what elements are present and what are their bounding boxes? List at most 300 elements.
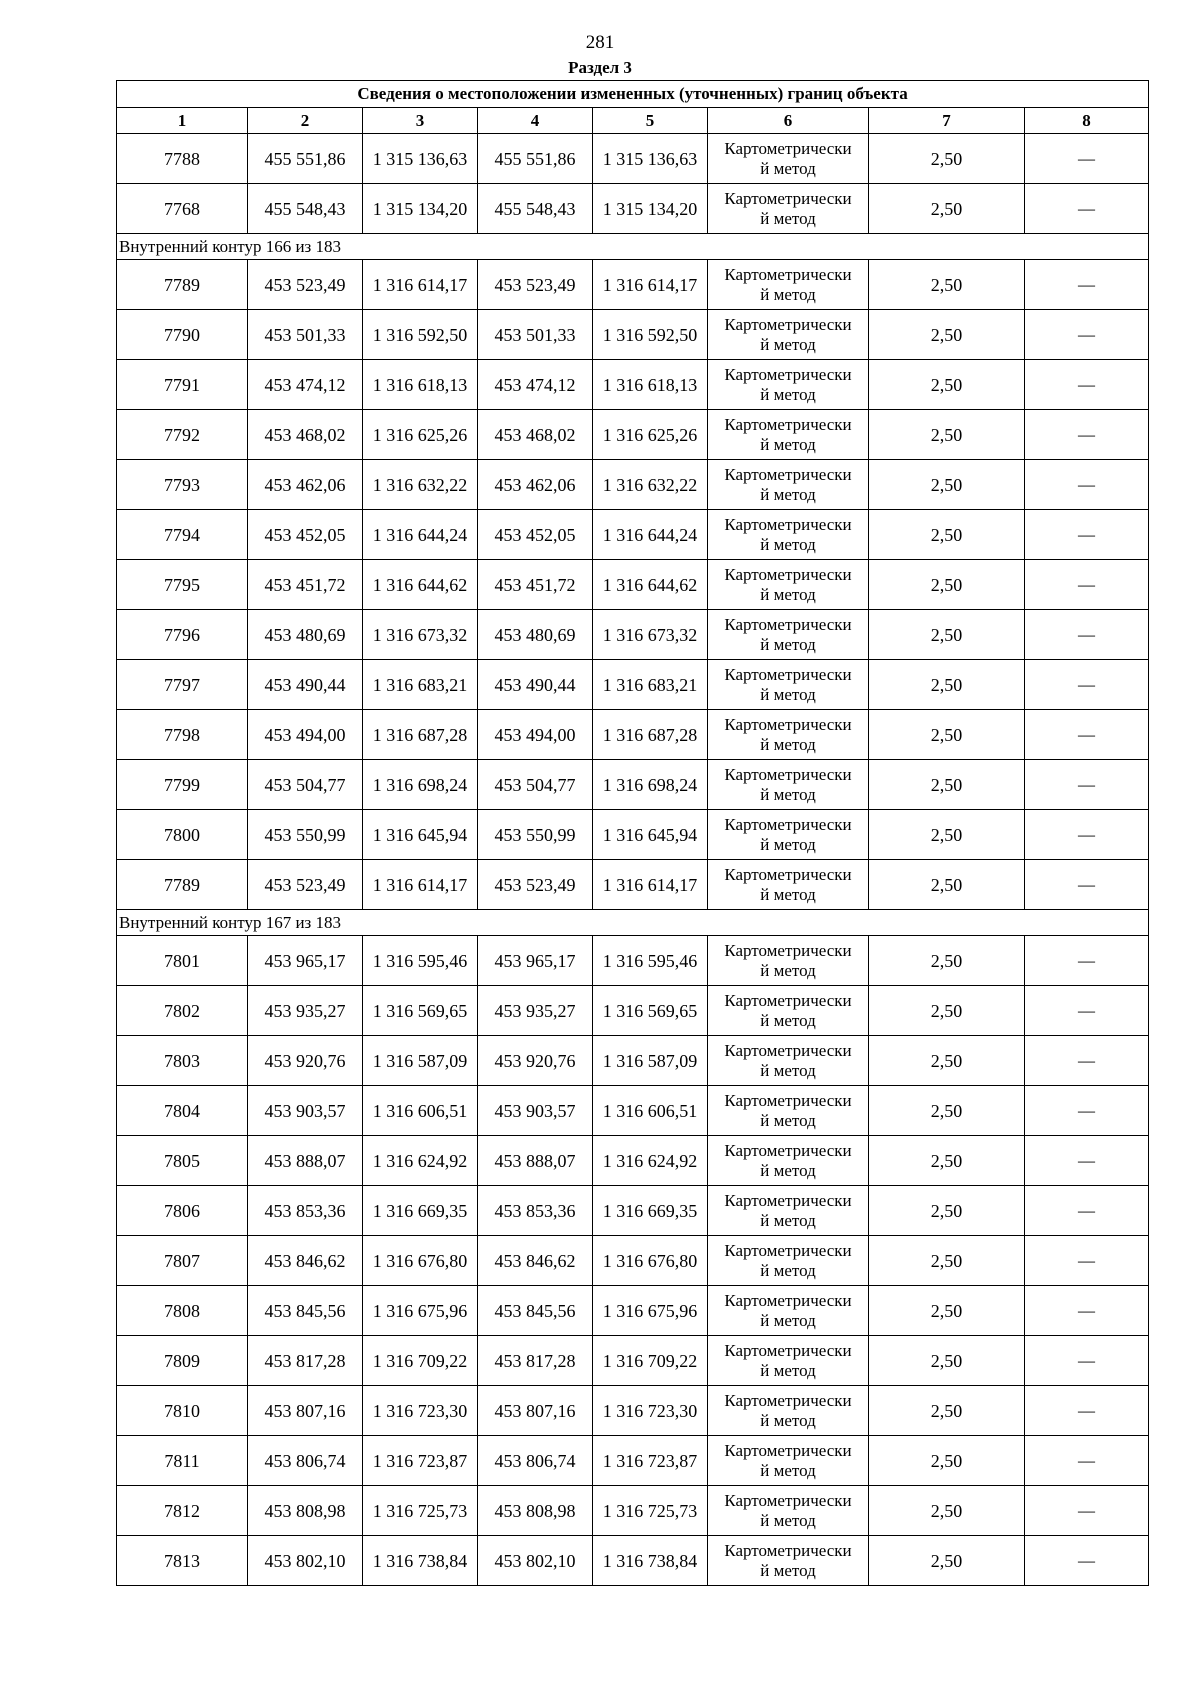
accuracy-cell: 2,50 <box>869 1286 1025 1336</box>
column-header-row <box>117 108 1149 134</box>
old-y-cell: 1 316 676,80 <box>363 1236 478 1286</box>
column-header: 5 <box>593 108 708 134</box>
method-line-2: й метод <box>760 884 816 904</box>
new-y-cell: 1 316 587,09 <box>593 1036 708 1086</box>
method-line-2: й метод <box>760 1510 816 1530</box>
old-y-cell: 1 316 614,17 <box>363 260 478 310</box>
description-cell: — <box>1025 260 1149 310</box>
description-cell: — <box>1025 610 1149 660</box>
accuracy-cell: 2,50 <box>869 1136 1025 1186</box>
new-y-cell: 1 316 569,65 <box>593 986 708 1036</box>
point-number-cell: 7810 <box>117 1386 248 1436</box>
description-cell: — <box>1025 134 1149 184</box>
accuracy-cell: 2,50 <box>869 1486 1025 1536</box>
accuracy-cell: 2,50 <box>869 660 1025 710</box>
accuracy-cell: 2,50 <box>869 310 1025 360</box>
method-line-1: Картометрически <box>724 714 852 734</box>
description-cell: — <box>1025 410 1149 460</box>
old-x-cell: 453 920,76 <box>248 1036 363 1086</box>
old-y-cell: 1 316 673,32 <box>363 610 478 660</box>
table-row <box>117 134 1149 184</box>
new-x-cell: 453 452,05 <box>478 510 593 560</box>
new-x-cell: 453 501,33 <box>478 310 593 360</box>
method-line-2: й метод <box>760 434 816 454</box>
description-cell: — <box>1025 710 1149 760</box>
method-line-1: Картометрически <box>724 664 852 684</box>
accuracy-cell: 2,50 <box>869 134 1025 184</box>
accuracy-cell: 2,50 <box>869 410 1025 460</box>
method-cell <box>708 710 869 760</box>
method-line-2: й метод <box>760 1460 816 1480</box>
method-line-1: Картометрически <box>724 990 852 1010</box>
accuracy-cell: 2,50 <box>869 710 1025 760</box>
new-x-cell: 453 903,57 <box>478 1086 593 1136</box>
method-cell <box>708 134 869 184</box>
method-line-1: Картометрически <box>724 1440 852 1460</box>
old-y-cell: 1 316 614,17 <box>363 860 478 910</box>
old-y-cell: 1 316 592,50 <box>363 310 478 360</box>
table-row <box>117 1086 1149 1136</box>
column-header: 8 <box>1025 108 1149 134</box>
description-cell: — <box>1025 986 1149 1036</box>
table-row <box>117 560 1149 610</box>
method-line-1: Картометрически <box>724 1540 852 1560</box>
description-cell: — <box>1025 184 1149 234</box>
method-line-2: й метод <box>760 484 816 504</box>
description-cell: — <box>1025 1286 1149 1336</box>
new-x-cell: 453 845,56 <box>478 1286 593 1336</box>
method-line-2: й метод <box>760 334 816 354</box>
table-row <box>117 460 1149 510</box>
new-x-cell: 455 548,43 <box>478 184 593 234</box>
method-cell <box>708 760 869 810</box>
method-line-1: Картометрически <box>724 764 852 784</box>
new-y-cell: 1 316 595,46 <box>593 936 708 986</box>
old-x-cell: 453 523,49 <box>248 260 363 310</box>
new-y-cell: 1 316 625,26 <box>593 410 708 460</box>
method-cell <box>708 310 869 360</box>
new-y-cell: 1 316 624,92 <box>593 1136 708 1186</box>
point-number-cell: 7805 <box>117 1136 248 1186</box>
old-x-cell: 453 817,28 <box>248 1336 363 1386</box>
method-line-1: Картометрически <box>724 314 852 334</box>
accuracy-cell: 2,50 <box>869 1536 1025 1586</box>
method-cell <box>708 460 869 510</box>
method-cell <box>708 1486 869 1536</box>
point-number-cell: 7789 <box>117 860 248 910</box>
description-cell: — <box>1025 310 1149 360</box>
new-y-cell: 1 316 675,96 <box>593 1286 708 1336</box>
old-y-cell: 1 316 683,21 <box>363 660 478 710</box>
point-number-cell: 7797 <box>117 660 248 710</box>
old-x-cell: 453 806,74 <box>248 1436 363 1486</box>
method-cell <box>708 560 869 610</box>
table-row <box>117 710 1149 760</box>
old-y-cell: 1 315 134,20 <box>363 184 478 234</box>
table-row <box>117 1036 1149 1086</box>
point-number-cell: 7795 <box>117 560 248 610</box>
method-cell <box>708 1286 869 1336</box>
old-y-cell: 1 316 738,84 <box>363 1536 478 1586</box>
method-line-1: Картометрически <box>724 414 852 434</box>
method-cell <box>708 410 869 460</box>
old-x-cell: 453 523,49 <box>248 860 363 910</box>
method-cell <box>708 260 869 310</box>
point-number-cell: 7806 <box>117 1186 248 1236</box>
old-y-cell: 1 316 625,26 <box>363 410 478 460</box>
new-y-cell: 1 316 632,22 <box>593 460 708 510</box>
table-row <box>117 310 1149 360</box>
old-y-cell: 1 316 644,24 <box>363 510 478 560</box>
method-line-1: Картометрически <box>724 1390 852 1410</box>
method-cell <box>708 1186 869 1236</box>
point-number-cell: 7796 <box>117 610 248 660</box>
method-line-2: й метод <box>760 208 816 228</box>
table-row <box>117 810 1149 860</box>
new-y-cell: 1 316 614,17 <box>593 260 708 310</box>
accuracy-cell: 2,50 <box>869 1436 1025 1486</box>
table-row <box>117 360 1149 410</box>
old-x-cell: 453 504,77 <box>248 760 363 810</box>
column-header: 3 <box>363 108 478 134</box>
accuracy-cell: 2,50 <box>869 1186 1025 1236</box>
method-line-1: Картометрически <box>724 564 852 584</box>
old-y-cell: 1 316 645,94 <box>363 810 478 860</box>
old-x-cell: 453 452,05 <box>248 510 363 560</box>
method-line-2: й метод <box>760 1210 816 1230</box>
point-number-cell: 7792 <box>117 410 248 460</box>
table-row <box>117 1336 1149 1386</box>
old-x-cell: 453 845,56 <box>248 1286 363 1336</box>
method-cell <box>708 1086 869 1136</box>
accuracy-cell: 2,50 <box>869 184 1025 234</box>
new-y-cell: 1 316 725,73 <box>593 1486 708 1536</box>
table-row <box>117 1236 1149 1286</box>
method-line-2: й метод <box>760 784 816 804</box>
table-row <box>117 510 1149 560</box>
table-row <box>117 1536 1149 1586</box>
old-x-cell: 453 550,99 <box>248 810 363 860</box>
description-cell: — <box>1025 1436 1149 1486</box>
table-row <box>117 986 1149 1036</box>
page-number: 281 <box>585 32 615 53</box>
old-y-cell: 1 316 624,92 <box>363 1136 478 1186</box>
old-y-cell: 1 316 687,28 <box>363 710 478 760</box>
accuracy-cell: 2,50 <box>869 860 1025 910</box>
method-line-1: Картометрически <box>724 1240 852 1260</box>
description-cell: — <box>1025 1186 1149 1236</box>
table-row <box>117 760 1149 810</box>
table-row <box>117 1386 1149 1436</box>
new-y-cell: 1 315 136,63 <box>593 134 708 184</box>
old-y-cell: 1 316 669,35 <box>363 1186 478 1236</box>
point-number-cell: 7799 <box>117 760 248 810</box>
new-x-cell: 453 808,98 <box>478 1486 593 1536</box>
new-x-cell: 453 550,99 <box>478 810 593 860</box>
new-x-cell: 453 853,36 <box>478 1186 593 1236</box>
description-cell: — <box>1025 510 1149 560</box>
new-y-cell: 1 316 669,35 <box>593 1186 708 1236</box>
old-y-cell: 1 316 632,22 <box>363 460 478 510</box>
new-x-cell: 453 480,69 <box>478 610 593 660</box>
accuracy-cell: 2,50 <box>869 1336 1025 1386</box>
old-x-cell: 453 965,17 <box>248 936 363 986</box>
method-line-2: й метод <box>760 1560 816 1580</box>
table-row <box>117 610 1149 660</box>
accuracy-cell: 2,50 <box>869 260 1025 310</box>
old-y-cell: 1 316 698,24 <box>363 760 478 810</box>
method-line-1: Картометрически <box>724 1090 852 1110</box>
old-y-cell: 1 316 723,30 <box>363 1386 478 1436</box>
old-y-cell: 1 316 587,09 <box>363 1036 478 1086</box>
point-number-cell: 7802 <box>117 986 248 1036</box>
old-x-cell: 453 490,44 <box>248 660 363 710</box>
column-header: 7 <box>869 108 1025 134</box>
table-row <box>117 410 1149 460</box>
method-line-2: й метод <box>760 1060 816 1080</box>
point-number-cell: 7794 <box>117 510 248 560</box>
table-row <box>117 860 1149 910</box>
accuracy-cell: 2,50 <box>869 1036 1025 1086</box>
new-y-cell: 1 316 723,87 <box>593 1436 708 1486</box>
table-row <box>117 1186 1149 1236</box>
new-y-cell: 1 316 709,22 <box>593 1336 708 1386</box>
new-y-cell: 1 316 592,50 <box>593 310 708 360</box>
description-cell: — <box>1025 810 1149 860</box>
method-cell <box>708 660 869 710</box>
new-x-cell: 453 846,62 <box>478 1236 593 1286</box>
old-x-cell: 453 846,62 <box>248 1236 363 1286</box>
contour-label: Внутренний контур 166 из 183 <box>117 234 1149 260</box>
new-x-cell: 453 935,27 <box>478 986 593 1036</box>
method-line-2: й метод <box>760 960 816 980</box>
method-line-1: Картометрически <box>724 1490 852 1510</box>
new-y-cell: 1 316 723,30 <box>593 1386 708 1436</box>
old-x-cell: 453 480,69 <box>248 610 363 660</box>
new-x-cell: 453 523,49 <box>478 260 593 310</box>
description-cell: — <box>1025 1536 1149 1586</box>
description-cell: — <box>1025 660 1149 710</box>
method-line-2: й метод <box>760 158 816 178</box>
method-line-2: й метод <box>760 1310 816 1330</box>
new-x-cell: 453 494,00 <box>478 710 593 760</box>
method-cell <box>708 860 869 910</box>
point-number-cell: 7788 <box>117 134 248 184</box>
new-x-cell: 453 490,44 <box>478 660 593 710</box>
old-x-cell: 453 903,57 <box>248 1086 363 1136</box>
contour-label-row <box>117 234 1149 260</box>
section-title: Раздел 3 <box>568 58 632 77</box>
method-line-2: й метод <box>760 1160 816 1180</box>
method-line-1: Картометрически <box>724 864 852 884</box>
description-cell: — <box>1025 1336 1149 1386</box>
accuracy-cell: 2,50 <box>869 986 1025 1036</box>
description-cell: — <box>1025 1386 1149 1436</box>
method-line-2: й метод <box>760 1360 816 1380</box>
accuracy-cell: 2,50 <box>869 1086 1025 1136</box>
contour-label-row <box>117 910 1149 936</box>
point-number-cell: 7801 <box>117 936 248 986</box>
method-line-2: й метод <box>760 1110 816 1130</box>
point-number-cell: 7807 <box>117 1236 248 1286</box>
point-number-cell: 7809 <box>117 1336 248 1386</box>
new-x-cell: 453 817,28 <box>478 1336 593 1386</box>
new-y-cell: 1 316 687,28 <box>593 710 708 760</box>
table-body <box>117 134 1149 1586</box>
column-header: 4 <box>478 108 593 134</box>
accuracy-cell: 2,50 <box>869 936 1025 986</box>
description-cell: — <box>1025 1036 1149 1086</box>
point-number-cell: 7768 <box>117 184 248 234</box>
point-number-cell: 7812 <box>117 1486 248 1536</box>
accuracy-cell: 2,50 <box>869 810 1025 860</box>
method-line-2: й метод <box>760 834 816 854</box>
method-line-2: й метод <box>760 284 816 304</box>
table-row <box>117 1436 1149 1486</box>
table-row <box>117 1286 1149 1336</box>
table-caption-row <box>117 81 1149 108</box>
method-line-2: й метод <box>760 1260 816 1280</box>
contour-label: Внутренний контур 167 из 183 <box>117 910 1149 936</box>
description-cell: — <box>1025 1086 1149 1136</box>
table-row <box>117 1136 1149 1186</box>
method-line-1: Картометрически <box>724 188 852 208</box>
method-line-1: Картометрически <box>724 464 852 484</box>
method-line-1: Картометрически <box>724 514 852 534</box>
old-y-cell: 1 316 725,73 <box>363 1486 478 1536</box>
method-line-1: Картометрически <box>724 940 852 960</box>
method-line-2: й метод <box>760 584 816 604</box>
description-cell: — <box>1025 1136 1149 1186</box>
description-cell: — <box>1025 460 1149 510</box>
method-cell <box>708 184 869 234</box>
description-cell: — <box>1025 360 1149 410</box>
new-y-cell: 1 316 614,17 <box>593 860 708 910</box>
description-cell: — <box>1025 1236 1149 1286</box>
method-line-2: й метод <box>760 684 816 704</box>
accuracy-cell: 2,50 <box>869 510 1025 560</box>
old-y-cell: 1 316 709,22 <box>363 1336 478 1386</box>
new-y-cell: 1 316 738,84 <box>593 1536 708 1586</box>
new-y-cell: 1 316 644,62 <box>593 560 708 610</box>
old-y-cell: 1 316 595,46 <box>363 936 478 986</box>
new-y-cell: 1 316 676,80 <box>593 1236 708 1286</box>
point-number-cell: 7813 <box>117 1536 248 1586</box>
new-y-cell: 1 315 134,20 <box>593 184 708 234</box>
method-cell <box>708 360 869 410</box>
description-cell: — <box>1025 936 1149 986</box>
new-x-cell: 453 802,10 <box>478 1536 593 1586</box>
method-cell <box>708 986 869 1036</box>
new-x-cell: 453 462,06 <box>478 460 593 510</box>
new-x-cell: 455 551,86 <box>478 134 593 184</box>
point-number-cell: 7808 <box>117 1286 248 1336</box>
new-y-cell: 1 316 683,21 <box>593 660 708 710</box>
accuracy-cell: 2,50 <box>869 1236 1025 1286</box>
new-y-cell: 1 316 606,51 <box>593 1086 708 1136</box>
old-x-cell: 453 451,72 <box>248 560 363 610</box>
old-x-cell: 453 468,02 <box>248 410 363 460</box>
table-row <box>117 184 1149 234</box>
new-x-cell: 453 965,17 <box>478 936 593 986</box>
accuracy-cell: 2,50 <box>869 360 1025 410</box>
point-number-cell: 7791 <box>117 360 248 410</box>
old-y-cell: 1 316 675,96 <box>363 1286 478 1336</box>
table-row <box>117 1486 1149 1536</box>
table-row <box>117 260 1149 310</box>
table-caption: Сведения о местоположении измененных (уточненных) границ объекта <box>117 81 1149 108</box>
method-line-2: й метод <box>760 384 816 404</box>
column-header: 6 <box>708 108 869 134</box>
method-cell <box>708 1236 869 1286</box>
accuracy-cell: 2,50 <box>869 760 1025 810</box>
old-y-cell: 1 316 606,51 <box>363 1086 478 1136</box>
old-x-cell: 453 853,36 <box>248 1186 363 1236</box>
description-cell: — <box>1025 860 1149 910</box>
old-x-cell: 453 462,06 <box>248 460 363 510</box>
new-x-cell: 453 920,76 <box>478 1036 593 1086</box>
accuracy-cell: 2,50 <box>869 1386 1025 1436</box>
method-line-2: й метод <box>760 534 816 554</box>
method-line-1: Картометрически <box>724 1290 852 1310</box>
new-y-cell: 1 316 644,24 <box>593 510 708 560</box>
new-y-cell: 1 316 698,24 <box>593 760 708 810</box>
old-y-cell: 1 315 136,63 <box>363 134 478 184</box>
point-number-cell: 7800 <box>117 810 248 860</box>
method-line-1: Картометрически <box>724 138 852 158</box>
method-line-1: Картометрически <box>724 264 852 284</box>
method-line-2: й метод <box>760 634 816 654</box>
method-line-2: й метод <box>760 1410 816 1430</box>
point-number-cell: 7790 <box>117 310 248 360</box>
point-number-cell: 7804 <box>117 1086 248 1136</box>
new-x-cell: 453 504,77 <box>478 760 593 810</box>
old-x-cell: 455 548,43 <box>248 184 363 234</box>
old-y-cell: 1 316 723,87 <box>363 1436 478 1486</box>
old-y-cell: 1 316 618,13 <box>363 360 478 410</box>
table-row <box>117 660 1149 710</box>
column-header: 1 <box>117 108 248 134</box>
method-cell <box>708 1386 869 1436</box>
new-x-cell: 453 468,02 <box>478 410 593 460</box>
old-x-cell: 453 474,12 <box>248 360 363 410</box>
new-x-cell: 453 474,12 <box>478 360 593 410</box>
description-cell: — <box>1025 560 1149 610</box>
method-line-1: Картометрически <box>724 1140 852 1160</box>
new-x-cell: 453 523,49 <box>478 860 593 910</box>
point-number-cell: 7803 <box>117 1036 248 1086</box>
old-y-cell: 1 316 569,65 <box>363 986 478 1036</box>
method-line-2: й метод <box>760 1010 816 1030</box>
method-cell <box>708 1336 869 1386</box>
method-cell <box>708 510 869 560</box>
old-x-cell: 453 888,07 <box>248 1136 363 1186</box>
method-cell <box>708 1036 869 1086</box>
old-x-cell: 453 494,00 <box>248 710 363 760</box>
method-line-1: Картометрически <box>724 1190 852 1210</box>
method-cell <box>708 610 869 660</box>
new-x-cell: 453 806,74 <box>478 1436 593 1486</box>
coordinates-table <box>116 80 1149 1586</box>
new-x-cell: 453 451,72 <box>478 560 593 610</box>
method-line-1: Картометрически <box>724 614 852 634</box>
old-x-cell: 453 808,98 <box>248 1486 363 1536</box>
method-cell <box>708 936 869 986</box>
method-cell <box>708 1136 869 1186</box>
old-x-cell: 453 802,10 <box>248 1536 363 1586</box>
point-number-cell: 7798 <box>117 710 248 760</box>
method-line-1: Картометрически <box>724 814 852 834</box>
